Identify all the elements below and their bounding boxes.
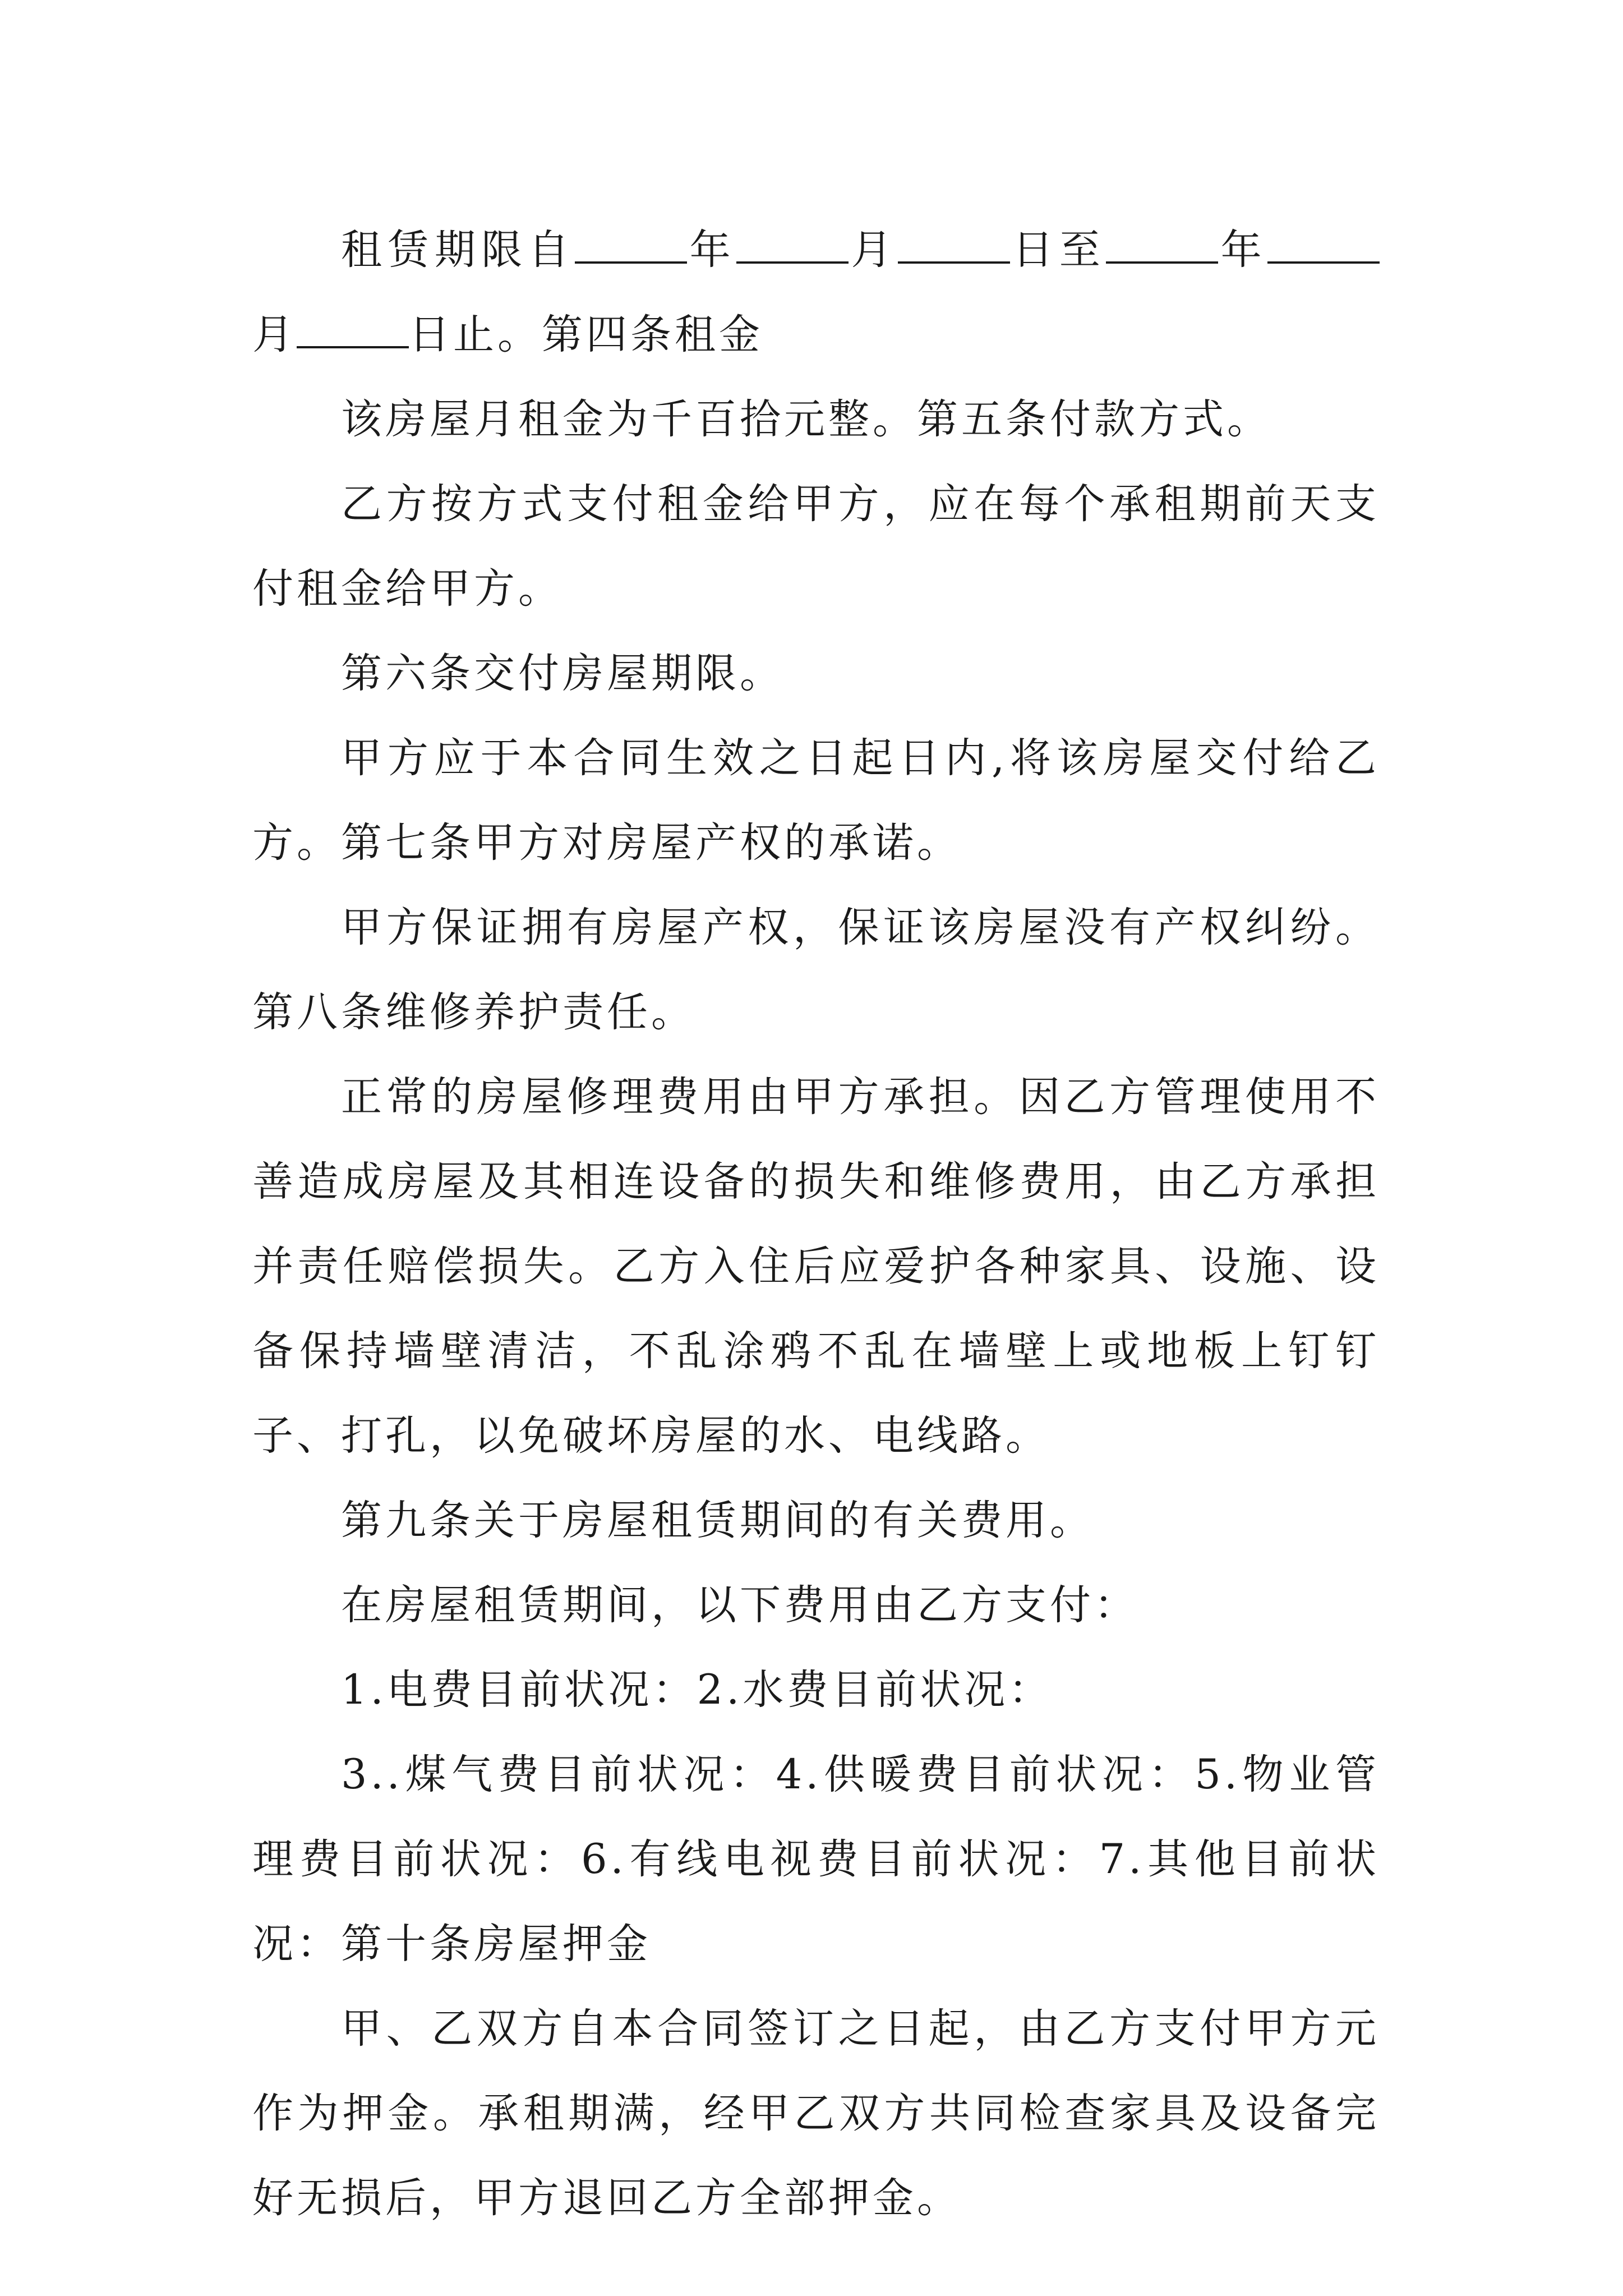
lease-term-month1: 月 (849, 226, 898, 274)
contract-body (252, 208, 1380, 2240)
maintenance-paragraph: 正常的房屋修理费用由甲方承担。因乙方管理使用不善造成房屋及其相连设备的损失和维修费用，由乙方承担并责任赔偿损失。乙方入住后应爱护各种家具、设施、设备保持墙壁清洁，不乱涂鸦不乱在墙壁上或地板上钉钉子、打孔，以免破坏房屋的水、电线路。 (252, 1073, 1380, 1460)
blank-start-day (898, 228, 1010, 264)
lease-term-paragraph (252, 208, 1380, 377)
blank-end-year (1106, 228, 1218, 264)
fees-list-1: 1.电费目前状况：2.水费目前状况： (341, 1666, 1053, 1714)
lease-term-prefix: 租赁期限自 (341, 226, 575, 274)
rent-paragraph: 该房屋月租金为千百拾元整。第五条付款方式。 (341, 395, 1271, 443)
lease-term-suffix: 日止。第四条租金 (409, 311, 763, 358)
payment-paragraph: 乙方按方式支付租金给甲方，应在每个承租期前天支付租金给甲方。 (252, 480, 1380, 613)
delivery-paragraph: 甲方应于本合同生效之日起日内,将该房屋交付给乙方。第七条甲方对房屋产权的承诺。 (252, 734, 1380, 867)
lease-term-day1: 日至 (1009, 226, 1106, 274)
lease-term-year1: 年 (687, 226, 737, 274)
delivery-heading: 第六条交付房屋期限。 (341, 650, 784, 697)
blank-start-month (736, 228, 849, 264)
lease-term-year2: 年 (1218, 226, 1268, 274)
deposit-paragraph: 甲、乙双方自本合同签订之日起，由乙方支付甲方元作为押金。承租期满，经甲乙双方共同检查家具及设备完好无损后，甲方退回乙方全部押金。 (252, 2005, 1380, 2222)
blank-end-day (297, 312, 409, 348)
ownership-paragraph: 甲方保证拥有房屋产权，保证该房屋没有产权纠纷。第八条维修养护责任。 (252, 904, 1380, 1036)
fees-list-2: 3..煤气费目前状况：4.供暖费目前状况：5.物业管理费目前状况：6.有线电视费目前状况：7.其他目前状况：第十条房屋押金 (252, 1751, 1380, 1968)
fees-intro: 在房屋租赁期间，以下费用由乙方支付： (341, 1581, 1138, 1629)
lease-term-month2: 月 (252, 311, 297, 358)
blank-end-month (1267, 228, 1380, 264)
fees-heading: 第九条关于房屋租赁期间的有关费用。 (341, 1497, 1094, 1544)
blank-start-year (575, 228, 687, 264)
